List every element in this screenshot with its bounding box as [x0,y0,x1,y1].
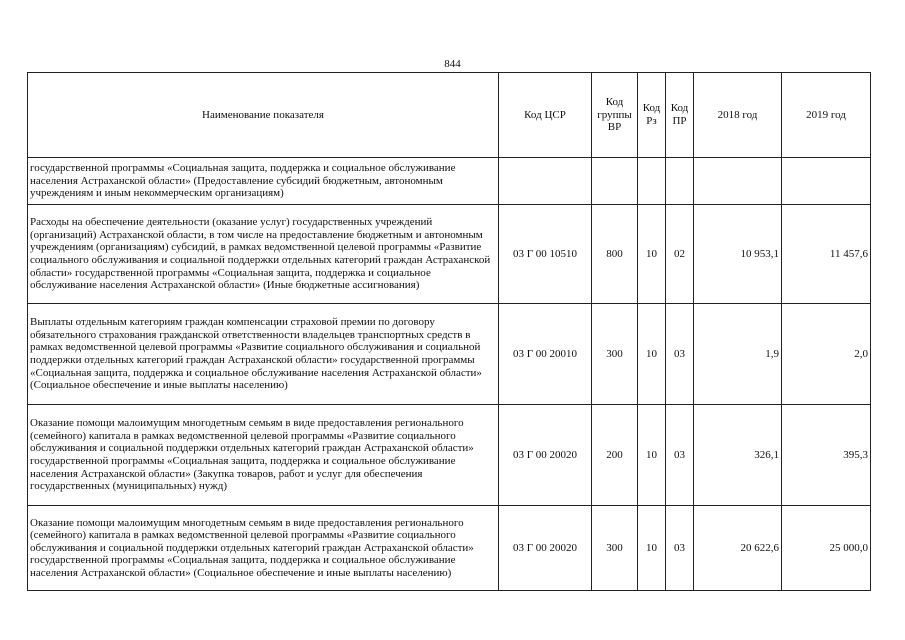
row-amount-2019: 2,0 [782,304,871,405]
row-pr-code: 03 [666,506,694,591]
row-name: Выплаты отдельным категориям граждан компенсации страховой премии по договору обязательного страхования гражданской ответственности владельцев транспортных средств в рамках ведомственной целевой программы «Развитие социального обслуживания и социальной поддержки отдельных категорий граждан Астраханской области» государственной программы «Социальная защита, поддержка и социальное обслуживание населения Астраханской области» (Социальное обеспечение и иные выплаты населению) [28,304,499,405]
row-vr-code: 200 [592,405,638,506]
header-name: Наименование показателя [28,73,499,158]
row-amount-2018: 20 622,6 [694,506,782,591]
header-rz-code: Код Рз [638,73,666,158]
header-vr-code: Код группы ВР [592,73,638,158]
row-rz-code: 10 [638,506,666,591]
row-name: Оказание помощи малоимущим многодетным семьям в виде предоставления регионального (семейного) капитала в рамках ведомственной целевой программы «Развитие социального обслуживания и социальной поддержки отдельных категорий граждан Астраханской области» государственной программы «Социальная защита, поддержка и социальное обслуживание населения Астраханской области» (Закупка товаров, работ и услуг для обеспечения государственных (муниципальных) нужд) [28,405,499,506]
row-name: Оказание помощи малоимущим многодетным семьям в виде предоставления регионального (семейного) капитала в рамках ведомственной целевой программы «Развитие социального обслуживания и социальной поддержки отдельных категорий граждан Астраханской области» государственной программы «Социальная защита, поддержка и социальное обслуживание населения Астраханской области» (Социальное обеспечение и иные выплаты населению) [28,506,499,591]
budget-table [27,72,871,591]
row-pr-code: 02 [666,205,694,304]
table-row [28,304,871,405]
header-csr-code: Код ЦСР [499,73,592,158]
header-2018: 2018 год [694,73,782,158]
table-row [28,506,871,591]
row-csr-code: 03 Г 00 20020 [499,506,592,591]
table-row [28,205,871,304]
header-pr-code: Код ПР [666,73,694,158]
row-pr-code: 03 [666,405,694,506]
row-rz-code: 10 [638,205,666,304]
row-csr-code: 03 Г 00 10510 [499,205,592,304]
header-2019: 2019 год [782,73,871,158]
row-vr-code [592,158,638,205]
row-vr-code: 300 [592,304,638,405]
row-amount-2018: 1,9 [694,304,782,405]
row-amount-2019: 25 000,0 [782,506,871,591]
table-row [28,158,871,205]
row-csr-code: 03 Г 00 20020 [499,405,592,506]
row-name: государственной программы «Социальная защита, поддержка и социальное обслуживание населения Астраханской области» (Предоставление субсидий бюджетным, автономным учреждениям и иным некоммерческим организациям) [28,158,499,205]
row-rz-code: 10 [638,304,666,405]
row-vr-code: 300 [592,506,638,591]
row-amount-2018: 326,1 [694,405,782,506]
row-amount-2019: 395,3 [782,405,871,506]
row-amount-2019 [782,158,871,205]
row-amount-2018 [694,158,782,205]
row-vr-code: 800 [592,205,638,304]
page-number: 844 [444,58,461,70]
row-rz-code: 10 [638,405,666,506]
row-rz-code [638,158,666,205]
table-header-row [28,73,871,158]
row-amount-2018: 10 953,1 [694,205,782,304]
row-name: Расходы на обеспечение деятельности (оказание услуг) государственных учреждений (организаций) Астраханской области, в том числе на предоставление бюджетным и автономным учреждениям (организациям) субсидий, в рамках ведомственной целевой программы «Развитие социального обслуживания и социальной поддержки отдельных категорий граждан Астраханской области» государственной программы «Социальная защита, поддержка и социальное обслуживание населения Астраханской области» (Иные бюджетные ассигнования) [28,205,499,304]
table-row [28,405,871,506]
row-csr-code [499,158,592,205]
row-csr-code: 03 Г 00 20010 [499,304,592,405]
row-pr-code [666,158,694,205]
row-amount-2019: 11 457,6 [782,205,871,304]
row-pr-code: 03 [666,304,694,405]
